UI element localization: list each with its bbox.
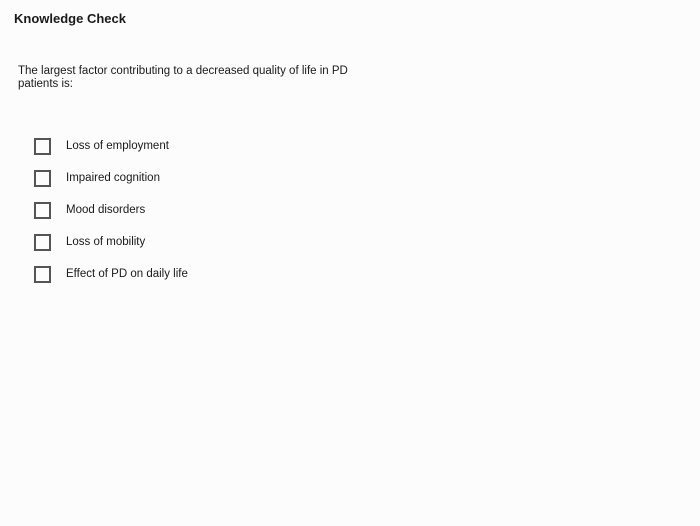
- option-label: Impaired cognition: [66, 172, 160, 184]
- checkbox[interactable]: [34, 202, 51, 219]
- answer-option-loss-of-mobility[interactable]: [34, 231, 188, 253]
- option-label: Mood disorders: [66, 204, 146, 216]
- answer-option-mood-disorders[interactable]: [34, 199, 188, 221]
- option-label: Loss of employment: [66, 140, 169, 152]
- checkbox[interactable]: [34, 234, 51, 251]
- checkbox[interactable]: [34, 138, 51, 155]
- answer-options-list: [34, 135, 188, 295]
- answer-option-effect-of-pd-on-daily-life[interactable]: [34, 263, 188, 285]
- checkbox[interactable]: [34, 266, 51, 283]
- question-text: The largest factor contributing to a decreased quality of life in PD patients is:: [18, 65, 348, 90]
- option-label: Loss of mobility: [66, 236, 146, 248]
- page-title: Knowledge Check: [14, 11, 126, 26]
- option-label: Effect of PD on daily life: [66, 268, 188, 280]
- answer-option-impaired-cognition[interactable]: [34, 167, 188, 189]
- checkbox[interactable]: [34, 170, 51, 187]
- answer-option-loss-of-employment[interactable]: [34, 135, 188, 157]
